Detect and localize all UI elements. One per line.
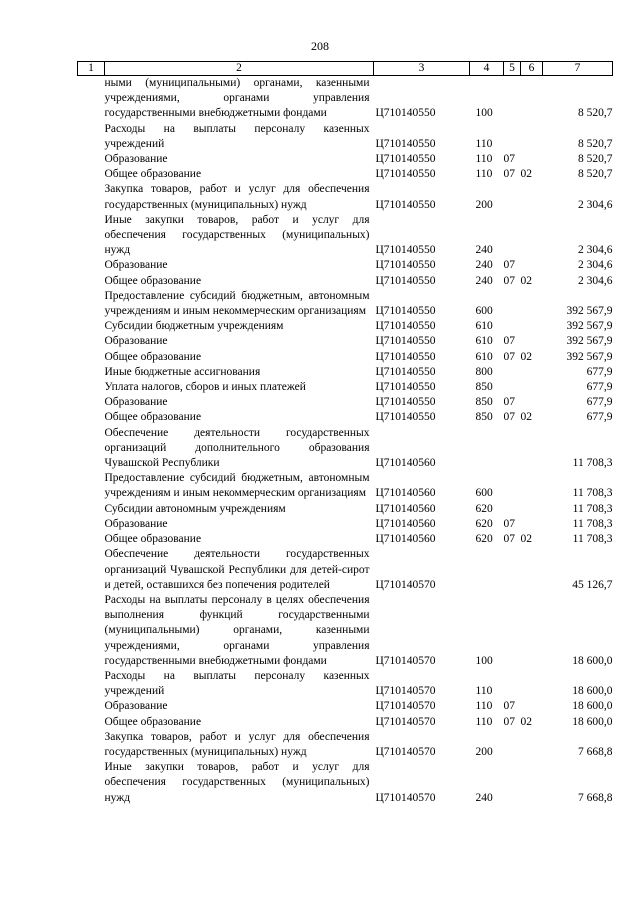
table-row: [78, 380, 613, 395]
table-row: [78, 334, 613, 349]
row-col1-cell: [78, 426, 105, 472]
row-subsection: [521, 517, 543, 532]
table-row: [78, 502, 613, 517]
row-subsection: [521, 152, 543, 167]
row-target-code: Ц710140550: [375, 107, 436, 120]
row-amount: 677,9: [586, 381, 613, 394]
row-col1-cell: [78, 699, 105, 714]
table-row: [78, 395, 613, 410]
row-col1-cell: [78, 517, 105, 532]
row-section: [504, 426, 521, 472]
row-subsection: [521, 547, 543, 593]
row-section: [504, 319, 521, 334]
row-expense-type: 200: [475, 745, 493, 758]
row-amount: 8 520,7: [578, 107, 613, 120]
page-number: 208: [311, 39, 329, 53]
row-name: Субсидии бюджетным учреждениям: [104, 320, 284, 333]
table-row: [78, 426, 613, 472]
table-row: [78, 471, 613, 501]
row-amount: 2 304,6: [578, 259, 613, 272]
row-subsection: [521, 182, 543, 212]
row-section: 07: [503, 396, 515, 409]
row-section: 07: [503, 259, 515, 272]
row-section: 07: [503, 168, 515, 181]
row-expense-type: 800: [475, 365, 493, 378]
row-name: Уплата налогов, сборов и иных платежей: [104, 381, 306, 394]
table-row: [78, 547, 613, 593]
row-section: [504, 760, 521, 806]
row-expense-type: 110: [475, 168, 493, 181]
row-subsection: [521, 760, 543, 806]
row-name: Расходы на выплаты персоналу казенных учреждений: [104, 122, 370, 150]
row-section: [504, 380, 521, 395]
row-target-code: Ц710140550: [375, 381, 436, 394]
row-name: Образование: [104, 517, 168, 530]
table-row: [78, 760, 613, 806]
row-expense-type: 610: [475, 335, 493, 348]
row-target-code: Ц710140550: [375, 168, 436, 181]
row-expense-type: 600: [475, 305, 493, 318]
row-amount: 18 600,0: [572, 654, 613, 667]
row-amount: 2 304,6: [578, 244, 613, 257]
table-row: [78, 152, 613, 167]
row-amount: 392 567,9: [566, 305, 613, 318]
row-subsection: [521, 334, 543, 349]
row-target-code: Ц710140570: [375, 715, 436, 728]
row-expense-type: 110: [475, 700, 493, 713]
row-amount: 677,9: [586, 396, 613, 409]
row-section: [504, 593, 521, 669]
row-amount: 677,9: [586, 411, 613, 424]
row-section: 07: [503, 153, 515, 166]
table-row: [78, 167, 613, 182]
row-name: Образование: [104, 259, 168, 272]
row-expense-type: 610: [475, 350, 493, 363]
row-amount: 11 708,3: [572, 533, 613, 546]
table-row: [78, 319, 613, 334]
row-amount: 11 708,3: [572, 487, 613, 500]
table-row: [78, 517, 613, 532]
row-expense-type: 240: [475, 244, 493, 257]
row-subsection: 02: [520, 168, 532, 181]
row-target-code: Ц710140550: [375, 365, 436, 378]
row-amount: 18 600,0: [572, 700, 613, 713]
row-name: Образование: [104, 700, 168, 713]
row-target-code: Ц710140560: [375, 457, 436, 470]
row-col1-cell: [78, 395, 105, 410]
row-section: 07: [503, 335, 515, 348]
row-target-code: Ц710140550: [375, 320, 436, 333]
row-col1-cell: [78, 182, 105, 212]
row-target-code: Ц710140550: [375, 305, 436, 318]
table-row: [78, 213, 613, 259]
row-name: Общее образование: [104, 168, 202, 181]
row-expense-type: 240: [475, 259, 493, 272]
row-name: ными (муниципальными) органами, казенными учреждениями, органами управления государственными внебюджетными фондами: [104, 77, 370, 120]
row-amount: 392 567,9: [566, 335, 613, 348]
row-col1-cell: [78, 410, 105, 425]
row-expense-type: 110: [475, 153, 493, 166]
row-subsection: 02: [520, 533, 532, 546]
row-name: Образование: [104, 335, 168, 348]
header-col-2: 2: [105, 62, 374, 76]
row-target-code: Ц710140560: [375, 517, 436, 530]
row-col1-cell: [78, 76, 105, 122]
row-name: Расходы на выплаты персоналу казенных учреждений: [104, 669, 370, 698]
row-col1-cell: [78, 380, 105, 395]
row-expense-type: 600: [475, 487, 493, 500]
row-target-code: Ц710140570: [375, 745, 436, 758]
row-name: Общее образование: [104, 350, 202, 363]
row-expense-type: 100: [475, 654, 493, 667]
row-section: 07: [503, 533, 515, 546]
table-row: [78, 76, 613, 122]
row-subsection: [521, 730, 543, 760]
row-name: Субсидии автономным учреждениям: [104, 502, 286, 515]
row-amount: 8 520,7: [578, 137, 613, 150]
header-col-4: 4: [470, 62, 504, 76]
header-col-1: 1: [78, 62, 105, 76]
row-amount: 11 708,3: [572, 502, 613, 515]
row-expense-type: 100: [475, 107, 493, 120]
row-subsection: [521, 471, 543, 501]
row-section: [504, 547, 521, 593]
row-subsection: [521, 699, 543, 714]
row-section: [504, 213, 521, 259]
row-amount: 2 304,6: [578, 198, 613, 211]
row-subsection: 02: [520, 350, 532, 363]
row-expense-type: 240: [475, 274, 493, 287]
row-col1-cell: [78, 669, 105, 699]
row-amount: 8 520,7: [578, 153, 613, 166]
row-name: Общее образование: [104, 533, 202, 546]
row-target-code: Ц710140570: [375, 578, 436, 591]
row-expense-type: 610: [475, 320, 493, 333]
row-subsection: [521, 289, 543, 319]
table-row: [78, 593, 613, 669]
row-section: [504, 502, 521, 517]
row-subsection: [521, 395, 543, 410]
row-subsection: [521, 122, 543, 152]
row-amount: 11 708,3: [572, 457, 613, 470]
row-subsection: [521, 258, 543, 273]
row-name: Обеспечение деятельности государственных организаций дополнительного образования Чувашской Республики: [104, 426, 370, 470]
row-target-code: Ц710140570: [375, 700, 436, 713]
row-col1-cell: [78, 730, 105, 760]
row-target-code: Ц710140550: [375, 350, 436, 363]
row-target-code: Ц710140560: [375, 533, 436, 546]
row-subsection: [521, 669, 543, 699]
row-amount: 18 600,0: [572, 715, 613, 728]
row-expense-type: 110: [475, 685, 493, 698]
row-subsection: 02: [520, 715, 532, 728]
table-body: [78, 76, 613, 806]
row-target-code: Ц710140550: [375, 335, 436, 348]
row-col1-cell: [78, 350, 105, 365]
row-name: Предоставление субсидий бюджетным, автономным учреждениям и иным некоммерческим организациям: [104, 289, 370, 318]
row-section: 07: [503, 274, 515, 287]
row-col1-cell: [78, 167, 105, 182]
row-col1-cell: [78, 502, 105, 517]
row-name: Расходы на выплаты персоналу в целях обеспечения выполнения функций государственными (муниципальными) органами, казенными учреждениями, органами управления государственными внебюджетными фондами: [104, 593, 370, 667]
row-name: Образование: [104, 153, 168, 166]
row-expense-type: 240: [475, 791, 493, 804]
row-subsection: [521, 76, 543, 122]
row-amount: 677,9: [586, 365, 613, 378]
row-subsection: [521, 319, 543, 334]
header-col-5: 5: [504, 62, 521, 76]
row-col1-cell: [78, 760, 105, 806]
row-subsection: [521, 426, 543, 472]
row-col1-cell: [78, 213, 105, 259]
row-target-code: Ц710140570: [375, 654, 436, 667]
table-row: [78, 715, 613, 730]
row-col1-cell: [78, 365, 105, 380]
row-expense-type: 110: [475, 715, 493, 728]
table-row: [78, 669, 613, 699]
row-name: Закупка товаров, работ и услуг для обеспечения государственных (муниципальных) нужд: [104, 730, 370, 758]
row-col1-cell: [78, 289, 105, 319]
table-row: [78, 182, 613, 212]
row-target-code: Ц710140550: [375, 259, 436, 272]
table-row: [78, 532, 613, 547]
row-section: [504, 669, 521, 699]
row-section: [504, 122, 521, 152]
row-name: Общее образование: [104, 411, 202, 424]
row-section: 07: [503, 350, 515, 363]
row-section: 07: [503, 700, 515, 713]
row-subsection: [521, 365, 543, 380]
row-target-code: Ц710140560: [375, 487, 436, 500]
row-expense-type: 620: [475, 517, 493, 530]
row-col1-cell: [78, 471, 105, 501]
row-subsection: 02: [520, 411, 532, 424]
row-subsection: [521, 593, 543, 669]
header-col-3: 3: [374, 62, 470, 76]
row-expense-type: 620: [475, 502, 493, 515]
row-col1-cell: [78, 319, 105, 334]
row-amount: 2 304,6: [578, 274, 613, 287]
row-col1-cell: [78, 547, 105, 593]
budget-table: [77, 61, 613, 806]
row-amount: 11 708,3: [572, 517, 613, 530]
table-header: [78, 62, 613, 76]
row-name: Образование: [104, 396, 168, 409]
table-row: [78, 699, 613, 714]
row-expense-type: 850: [475, 381, 493, 394]
table-row: [78, 122, 613, 152]
row-col1-cell: [78, 334, 105, 349]
row-amount: 7 668,8: [578, 745, 613, 758]
row-target-code: Ц710140550: [375, 137, 436, 150]
row-target-code: Ц710140550: [375, 274, 436, 287]
row-section: [504, 182, 521, 212]
table-row: [78, 350, 613, 365]
row-name: Иные закупки товаров, работ и услуг для обеспечения государственных (муниципальных) нужд: [104, 213, 370, 257]
table-row: [78, 258, 613, 273]
row-name: Общее образование: [104, 274, 202, 287]
row-target-code: Ц710140570: [375, 791, 436, 804]
table-row: [78, 730, 613, 760]
row-expense-type: [470, 426, 504, 472]
table-row: [78, 365, 613, 380]
table-row: [78, 410, 613, 425]
row-subsection: [521, 380, 543, 395]
header-row: [78, 62, 613, 76]
row-col1-cell: [78, 258, 105, 273]
row-name: Иные бюджетные ассигнования: [104, 365, 261, 378]
row-section: [504, 289, 521, 319]
row-section: [504, 76, 521, 122]
row-target-code: Ц710140550: [375, 396, 436, 409]
table-row: [78, 274, 613, 289]
row-expense-type: 620: [475, 533, 493, 546]
row-section: [504, 471, 521, 501]
row-col1-cell: [78, 152, 105, 167]
row-amount: 392 567,9: [566, 350, 613, 363]
row-section: 07: [503, 517, 515, 530]
row-col1-cell: [78, 532, 105, 547]
row-section: 07: [503, 411, 515, 424]
row-target-code: Ц710140550: [375, 244, 436, 257]
row-target-code: Ц710140550: [375, 153, 436, 166]
row-expense-type: 850: [475, 396, 493, 409]
row-name: Общее образование: [104, 715, 202, 728]
row-expense-type: 850: [475, 411, 493, 424]
row-col1-cell: [78, 715, 105, 730]
row-section: [504, 730, 521, 760]
row-expense-type: 200: [475, 198, 493, 211]
row-name: Иные закупки товаров, работ и услуг для обеспечения государственных (муниципальных) нужд: [104, 761, 370, 804]
row-amount: 8 520,7: [578, 168, 613, 181]
row-subsection: [521, 502, 543, 517]
row-subsection: 02: [520, 274, 532, 287]
row-col1-cell: [78, 274, 105, 289]
row-col1-cell: [78, 122, 105, 152]
row-target-code: Ц710140550: [375, 198, 436, 211]
row-amount: 7 668,8: [578, 791, 613, 804]
row-amount: 392 567,9: [566, 320, 613, 333]
row-name: Предоставление субсидий бюджетным, автономным учреждениям и иным некоммерческим организациям: [104, 472, 370, 500]
table-row: [78, 289, 613, 319]
row-expense-type: [470, 547, 504, 593]
row-expense-type: 110: [475, 137, 493, 150]
row-name: Обеспечение деятельности государственных организаций Чувашской Республики для детей-сирот и детей, оставшихся без попечения родителей: [104, 548, 370, 591]
row-target-code: Ц710140570: [375, 685, 436, 698]
header-col-6: 6: [521, 62, 543, 76]
row-target-code: Ц710140550: [375, 411, 436, 424]
header-col-7: 7: [543, 62, 613, 76]
row-subsection: [521, 213, 543, 259]
row-name: Закупка товаров, работ и услуг для обеспечения государственных (муниципальных) нужд: [104, 183, 370, 211]
row-amount: 45 126,7: [572, 578, 613, 591]
row-target-code: Ц710140560: [375, 502, 436, 515]
row-section: [504, 365, 521, 380]
row-col1-cell: [78, 593, 105, 669]
row-amount: 18 600,0: [572, 685, 613, 698]
row-section: 07: [503, 715, 515, 728]
